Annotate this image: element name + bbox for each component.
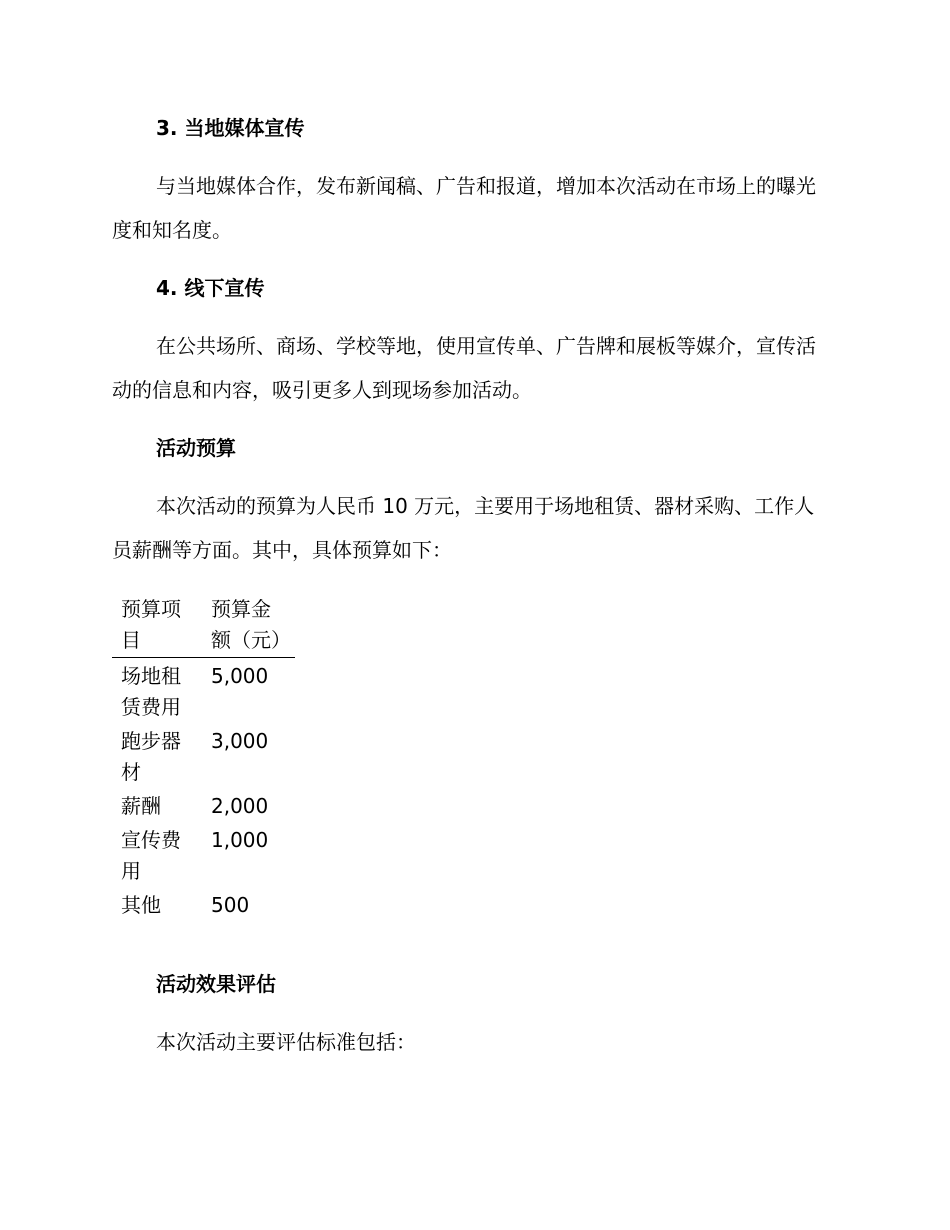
budget-table-header-row xyxy=(112,594,295,658)
cell-item: 宣传费用 xyxy=(121,828,181,883)
cell-item: 薪酬 xyxy=(121,794,161,818)
section-heading-local-media: 3. 当地媒体宣传 xyxy=(156,116,305,140)
table-row xyxy=(112,726,295,791)
section-heading-evaluation: 活动效果评估 xyxy=(156,972,276,996)
paragraph-local-media: 与当地媒体合作，发布新闻稿、广告和报道，增加本次活动在市场上的曝光度和知名度。 xyxy=(112,174,816,242)
table-row xyxy=(112,825,295,890)
table-row xyxy=(112,658,295,727)
paragraph-offline: 在公共场所、商场、学校等地，使用宣传单、广告牌和展板等媒介，宣传活动的信息和内容，吸引更多人到现场参加活动。 xyxy=(112,334,816,402)
cell-amount: 1,000 xyxy=(211,828,269,852)
budget-table xyxy=(112,594,295,924)
section-heading-offline: 4. 线下宣传 xyxy=(156,276,265,300)
header-budget-item: 预算项目 xyxy=(112,594,202,658)
table-row xyxy=(112,890,295,924)
cell-item: 跑步器材 xyxy=(121,729,181,784)
cell-amount: 2,000 xyxy=(211,794,269,818)
cell-amount: 3,000 xyxy=(211,729,269,753)
paragraph-evaluation: 本次活动主要评估标准包括： xyxy=(156,1030,416,1054)
cell-amount: 500 xyxy=(211,893,250,917)
cell-item: 场地租赁费用 xyxy=(121,664,181,719)
paragraph-budget: 本次活动的预算为人民币 10 万元，主要用于场地租赁、器材采购、工作人员薪酬等方面。其中，具体预算如下： xyxy=(112,494,815,562)
header-budget-amount: 预算金额（元） xyxy=(202,594,295,658)
table-row xyxy=(112,791,295,825)
section-heading-budget: 活动预算 xyxy=(156,436,236,460)
cell-amount: 5,000 xyxy=(211,664,269,688)
cell-item: 其他 xyxy=(121,893,161,917)
